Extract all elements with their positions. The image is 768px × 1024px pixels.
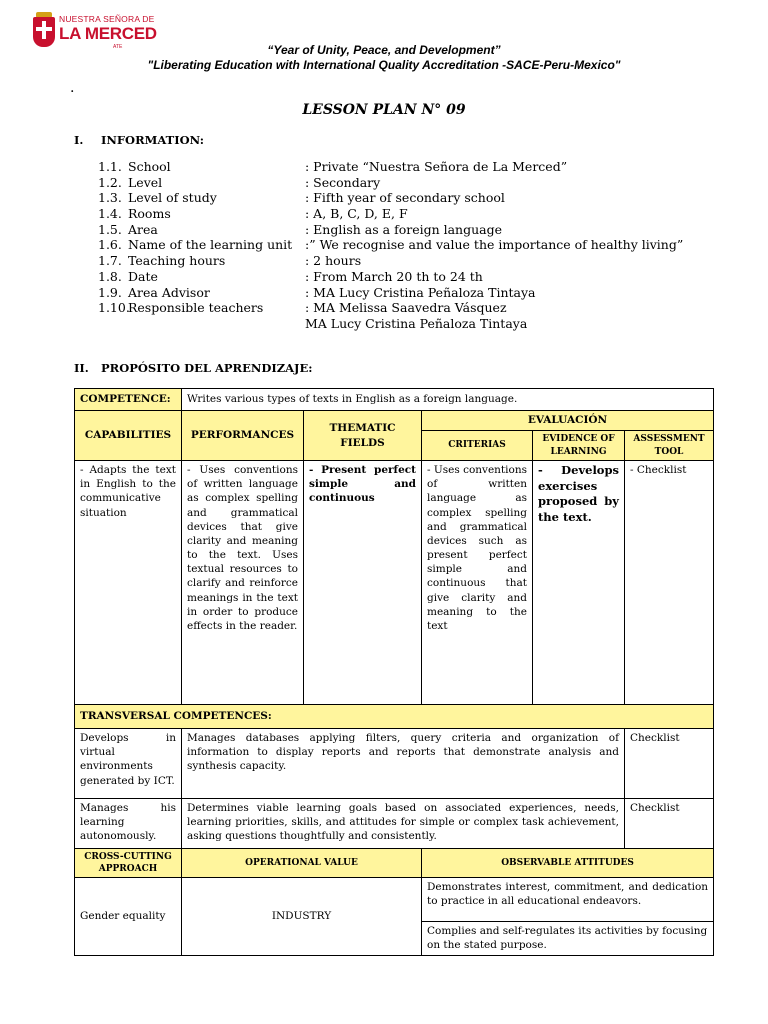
section-2-number: II. <box>74 361 89 375</box>
transversal-label: TRANSVERSAL COMPETENCES: <box>75 705 714 729</box>
thematic-cell: - Present perfect simple and continuous <box>304 461 422 705</box>
header-evaluacion: EVALUACIÓN <box>422 411 714 431</box>
section-2-title: PROPÓSITO DEL APRENDIZAJE: <box>101 361 313 375</box>
header-thematic-fields: THEMATIC FIELDS <box>304 411 422 461</box>
header-operational-value: OPERATIONAL VALUE <box>182 849 422 878</box>
transversal-1-description: Manages databases applying filters, query criteria and organization of information to display reports and reports that demonstrate analysis and synthesis capacity. <box>182 729 625 799</box>
header-assessment-tool: ASSESSMENT TOOL <box>625 431 714 461</box>
header-criterias: CRITERIAS <box>422 431 533 461</box>
competence-label: COMPETENCE: <box>75 389 182 411</box>
header-evidence: EVIDENCE OF LEARNING <box>533 431 625 461</box>
attitude-2: Complies and self-regulates its activities by focusing on the stated purpose. <box>422 922 714 955</box>
cross-cutting-approach: Gender equality <box>75 878 182 955</box>
operational-value: INDUSTRY <box>182 878 422 955</box>
section-1-title: INFORMATION: <box>101 133 204 147</box>
transversal-1-tool: Checklist <box>625 729 714 799</box>
transversal-2-capability: Manages his learning autonomously. <box>75 799 182 849</box>
page-title: LESSON PLAN N° 09 <box>302 102 466 118</box>
section-1-number: I. <box>74 133 84 147</box>
header-motto-1: “Year of Unity, Peace, and Development” <box>267 43 501 57</box>
criteria-cell: - Uses conventions of written language as complex spelling and grammatical devices such as present perfect simple and continuous that give clarity and meaning to the text <box>422 461 533 705</box>
capability-cell: - Adapts the text in English to the communicative situation <box>75 461 182 705</box>
attitude-1: Demonstrates interest, commitment, and dedication to practice in all educational endeavors. <box>422 878 714 922</box>
evidence-cell: - Develops exercises proposed by the text. <box>533 461 625 705</box>
transversal-2-description: Determines viable learning goals based on associated experiences, needs, learning priorities, skills, and attitudes for simple or complex task achievement, asking questions thoughtfully and consistently. <box>182 799 625 849</box>
tool-cell: - Checklist <box>625 461 714 705</box>
header-capabilities: CAPABILITIES <box>75 411 182 461</box>
header-cross-cutting: CROSS-CUTTING APPROACH <box>75 849 182 878</box>
logo-line3: ATE <box>113 44 123 50</box>
performance-cell: - Uses conventions of written language as complex spelling and grammatical devices that give clarity and meaning to the text. Uses textual resources to clarify and reinforce meanings in the text in order to produce effects in the reader. <box>182 461 304 705</box>
header-motto-2: "Liberating Education with International Quality Accreditation -SACE-Peru-Mexico" <box>147 58 621 72</box>
transversal-1-capability: Develops in virtual environments generated by ICT. <box>75 729 182 799</box>
transversal-2-tool: Checklist <box>625 799 714 849</box>
logo-line1: NUESTRA SEÑORA DE <box>59 14 155 24</box>
learning-purpose-table <box>74 388 714 956</box>
stray-dot: . <box>70 80 75 96</box>
header-performances: PERFORMANCES <box>182 411 304 461</box>
logo-line2: LA MERCED <box>59 24 157 43</box>
competence-text: Writes various types of texts in English as a foreign language. <box>182 389 714 411</box>
header-observable-attitudes: OBSERVABLE ATTITUDES <box>422 849 714 878</box>
